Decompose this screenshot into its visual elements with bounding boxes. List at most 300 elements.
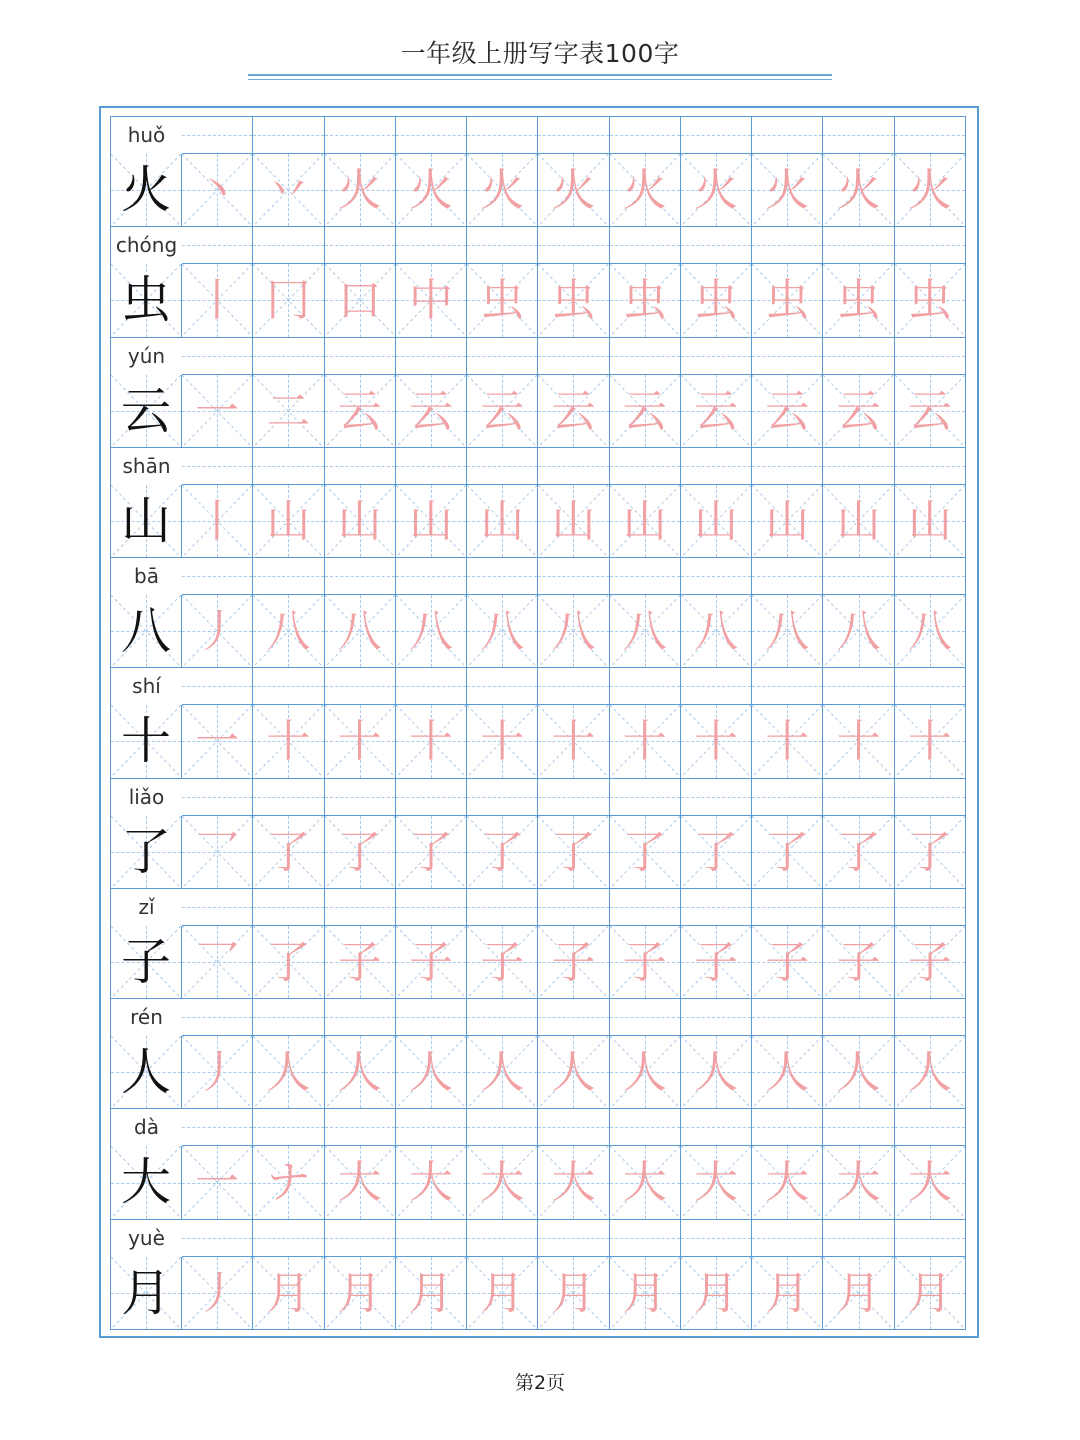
trace-character: 山 (765, 495, 810, 547)
tracing-cell (467, 926, 538, 999)
tracing-cell (325, 264, 396, 337)
tracing-cell (253, 154, 324, 227)
tracing-cell (182, 1146, 253, 1219)
guide-line (325, 1127, 395, 1128)
guide-line (467, 907, 537, 908)
model-character: 人 (121, 1043, 171, 1102)
tracing-cell (182, 926, 253, 999)
model-character: 八 (121, 602, 171, 661)
trace-character: 山 (408, 495, 453, 547)
tracing-cell (681, 1257, 752, 1330)
pinyin-writing-cell (823, 338, 894, 375)
tracing-cell (895, 154, 966, 227)
guide-line (467, 466, 537, 467)
trace-character: 山 (480, 495, 525, 547)
guide-line (325, 245, 395, 246)
trace-character: 人 (694, 1047, 739, 1099)
trace-character: 八 (480, 606, 525, 658)
guide-line (823, 1238, 893, 1239)
tracing-cell (610, 705, 681, 778)
pinyin-label-cell (111, 1220, 182, 1257)
guide-line (538, 576, 608, 577)
trace-character: 虫 (836, 275, 881, 327)
trace-character: 了 (266, 826, 311, 878)
tracing-cell (253, 485, 324, 558)
pinyin-writing-cell (895, 117, 966, 154)
character-band (111, 595, 967, 668)
trace-character: 八 (337, 606, 382, 658)
tracing-cell (823, 264, 894, 337)
trace-character: 月 (266, 1267, 311, 1319)
guide-line (895, 135, 965, 136)
trace-character: 八 (551, 606, 596, 658)
guide-line (396, 1017, 466, 1018)
pinyin-label-cell (111, 779, 182, 816)
model-character-cell (111, 375, 182, 448)
trace-character: 十 (480, 716, 525, 768)
pinyin-writing-cell (752, 117, 823, 154)
guide-line (752, 135, 822, 136)
pinyin-writing-cell (823, 999, 894, 1036)
tracing-cell (538, 1146, 609, 1219)
pinyin-writing-cell (681, 1109, 752, 1146)
tracing-cell (182, 154, 253, 227)
tracing-cell (752, 705, 823, 778)
guide-line (253, 907, 323, 908)
guide-line (895, 797, 965, 798)
practice-row (111, 117, 967, 227)
guide-line (253, 1017, 323, 1018)
practice-row (111, 227, 967, 337)
tracing-cell (538, 154, 609, 227)
model-character: 十 (121, 712, 171, 771)
tracing-cell (182, 816, 253, 889)
tracing-cell (253, 1257, 324, 1330)
pinyin-writing-cell (253, 117, 324, 154)
guide-line (538, 135, 608, 136)
model-character: 大 (121, 1153, 171, 1212)
guide-line (895, 245, 965, 246)
guide-line (752, 1017, 822, 1018)
guide-line (325, 466, 395, 467)
trace-character: 山 (266, 495, 311, 547)
tracing-cell (538, 1257, 609, 1330)
trace-character: 山 (836, 495, 881, 547)
pinyin-label-cell (111, 668, 182, 705)
guide-line (823, 1127, 893, 1128)
pinyin-writing-cell (895, 779, 966, 816)
tracing-cell (467, 1036, 538, 1109)
guide-line (610, 1127, 680, 1128)
pinyin-label-cell (111, 999, 182, 1036)
tracing-cell (182, 705, 253, 778)
model-character-cell (111, 1257, 182, 1330)
trace-character: 人 (408, 1047, 453, 1099)
tracing-cell (823, 705, 894, 778)
model-character-cell (111, 485, 182, 558)
trace-character: 人 (907, 1047, 952, 1099)
practice-row (111, 779, 967, 889)
trace-character: 虫 (622, 275, 667, 327)
tracing-cell (823, 154, 894, 227)
guide-line (895, 907, 965, 908)
tracing-cell (895, 816, 966, 889)
guide-line (610, 135, 680, 136)
pinyin-text: zǐ (111, 889, 182, 926)
trace-character: 子 (622, 936, 667, 988)
tracing-cell (467, 1257, 538, 1330)
pinyin-writing-cell (325, 448, 396, 485)
pinyin-writing-cell (538, 999, 609, 1036)
trace-character: 十 (836, 716, 881, 768)
trace-character: 山 (551, 495, 596, 547)
trace-character: 八 (266, 606, 311, 658)
pinyin-writing-cell (182, 889, 253, 926)
trace-character: 山 (907, 495, 952, 547)
guide-line (752, 245, 822, 246)
trace-character: 中 (408, 275, 453, 327)
practice-row (111, 1220, 967, 1330)
character-band (111, 485, 967, 558)
trace-character: 山 (622, 495, 667, 547)
guide-line (396, 797, 466, 798)
pinyin-writing-cell (610, 227, 681, 264)
model-character: 了 (121, 822, 171, 881)
tracing-cell (752, 1146, 823, 1219)
guide-line (467, 245, 537, 246)
pinyin-writing-cell (253, 999, 324, 1036)
tracing-cell (396, 1036, 467, 1109)
trace-character: 火 (694, 165, 739, 216)
guide-line (396, 686, 466, 687)
pinyin-text: shí (111, 668, 182, 705)
pinyin-writing-cell (467, 227, 538, 264)
pinyin-text: yuè (111, 1220, 182, 1257)
guide-line (325, 356, 395, 357)
guide-line (396, 576, 466, 577)
pinyin-writing-cell (182, 227, 253, 264)
tracing-cell (538, 1036, 609, 1109)
tracing-cell (752, 926, 823, 999)
pinyin-writing-cell (325, 227, 396, 264)
trace-character: 口 (337, 275, 382, 327)
guide-line (610, 1238, 680, 1239)
practice-row (111, 558, 967, 668)
tracing-cell (681, 705, 752, 778)
trace-character: 子 (836, 936, 881, 988)
pinyin-writing-cell (681, 999, 752, 1036)
pinyin-text: rén (111, 999, 182, 1036)
trace-character: 丨 (195, 495, 240, 547)
trace-character: 月 (836, 1267, 881, 1319)
guide-line (681, 466, 751, 467)
guide-line (752, 466, 822, 467)
tracing-cell (895, 375, 966, 448)
guide-line (396, 356, 466, 357)
trace-character: 了 (907, 826, 952, 878)
pinyin-writing-cell (396, 999, 467, 1036)
practice-row (111, 889, 967, 999)
tracing-cell (823, 1036, 894, 1109)
character-band (111, 926, 967, 999)
guide-line (895, 356, 965, 357)
trace-character: 人 (551, 1047, 596, 1099)
tracing-cell (610, 1257, 681, 1330)
trace-character: 大 (408, 1157, 453, 1209)
guide-line (681, 907, 751, 908)
pinyin-writing-cell (253, 338, 324, 375)
tracing-cell (752, 264, 823, 337)
guide-line (253, 466, 323, 467)
tracing-cell (681, 595, 752, 668)
trace-character: 月 (694, 1267, 739, 1319)
trace-character: 十 (907, 716, 952, 768)
trace-character: 一 (195, 716, 240, 768)
trace-character: 虫 (907, 275, 952, 327)
tracing-cell (182, 1036, 253, 1109)
trace-character: 火 (907, 165, 952, 216)
pinyin-writing-cell (538, 779, 609, 816)
pinyin-writing-cell (467, 889, 538, 926)
guide-line (752, 907, 822, 908)
pinyin-writing-cell (752, 1220, 823, 1257)
tracing-cell (538, 816, 609, 889)
trace-character: 子 (907, 936, 952, 988)
guide-line (610, 907, 680, 908)
tracing-cell (610, 816, 681, 889)
model-character-cell (111, 1146, 182, 1219)
title-underline (248, 74, 832, 76)
pinyin-band (111, 999, 967, 1036)
pinyin-writing-cell (681, 448, 752, 485)
pinyin-writing-cell (325, 779, 396, 816)
model-character: 火 (121, 161, 171, 219)
trace-character: 人 (836, 1047, 881, 1099)
guide-line (538, 1238, 608, 1239)
tracing-cell (823, 485, 894, 558)
tracing-cell (538, 264, 609, 337)
pinyin-writing-cell (681, 779, 752, 816)
tracing-cell (681, 1146, 752, 1219)
pinyin-label-cell (111, 338, 182, 375)
character-band (111, 1257, 967, 1330)
guide-line (823, 466, 893, 467)
pinyin-writing-cell (396, 338, 467, 375)
character-band (111, 1036, 967, 1109)
pinyin-band (111, 117, 967, 154)
pinyin-writing-cell (396, 889, 467, 926)
guide-line (538, 1127, 608, 1128)
trace-character: 八 (836, 606, 881, 658)
pinyin-writing-cell (467, 117, 538, 154)
trace-character: 虫 (694, 275, 739, 327)
guide-line (182, 1017, 252, 1018)
trace-character: 云 (836, 385, 881, 437)
guide-line (182, 797, 252, 798)
guide-line (895, 686, 965, 687)
guide-line (467, 1238, 537, 1239)
pinyin-writing-cell (325, 338, 396, 375)
guide-line (610, 245, 680, 246)
pinyin-writing-cell (538, 1220, 609, 1257)
guide-line (610, 686, 680, 687)
pinyin-label-cell (111, 1109, 182, 1146)
trace-character: 云 (337, 385, 382, 437)
tracing-cell (325, 375, 396, 448)
guide-line (823, 356, 893, 357)
guide-line (823, 797, 893, 798)
tracing-cell (253, 926, 324, 999)
pinyin-label-cell (111, 448, 182, 485)
pinyin-writing-cell (467, 1220, 538, 1257)
pinyin-writing-cell (681, 889, 752, 926)
guide-line (467, 686, 537, 687)
tracing-cell (325, 1036, 396, 1109)
trace-character: 大 (622, 1157, 667, 1209)
guide-line (752, 797, 822, 798)
trace-character: 子 (480, 936, 525, 988)
model-character: 云 (121, 381, 171, 440)
pinyin-writing-cell (182, 779, 253, 816)
pinyin-writing-cell (538, 1109, 609, 1146)
guide-line (610, 1017, 680, 1018)
trace-character: 云 (480, 385, 525, 437)
pinyin-writing-cell (538, 448, 609, 485)
tracing-cell (253, 816, 324, 889)
character-band (111, 264, 967, 337)
tracing-cell (396, 816, 467, 889)
pinyin-writing-cell (823, 558, 894, 595)
tracing-cell (752, 595, 823, 668)
guide-line (538, 797, 608, 798)
writing-grid (110, 116, 966, 1330)
tracing-cell (182, 264, 253, 337)
character-band (111, 1146, 967, 1219)
trace-character: 十 (765, 716, 810, 768)
guide-line (752, 1238, 822, 1239)
guide-line (895, 1017, 965, 1018)
tracing-cell (752, 1036, 823, 1109)
guide-line (823, 576, 893, 577)
guide-line (895, 1238, 965, 1239)
guide-line (325, 797, 395, 798)
trace-character: 月 (337, 1267, 382, 1319)
tracing-cell (895, 926, 966, 999)
guide-line (467, 1127, 537, 1128)
guide-line (610, 466, 680, 467)
trace-character: 云 (765, 385, 810, 437)
pinyin-writing-cell (182, 117, 253, 154)
tracing-cell (895, 595, 966, 668)
pinyin-writing-cell (396, 227, 467, 264)
pinyin-writing-cell (752, 1109, 823, 1146)
pinyin-writing-cell (681, 1220, 752, 1257)
guide-line (253, 576, 323, 577)
model-character: 子 (121, 932, 171, 991)
guide-line (681, 797, 751, 798)
tracing-cell (752, 154, 823, 227)
character-band (111, 375, 967, 448)
pinyin-writing-cell (182, 448, 253, 485)
tracing-cell (538, 595, 609, 668)
pinyin-label-cell (111, 227, 182, 264)
pinyin-band (111, 889, 967, 926)
trace-character: 十 (551, 716, 596, 768)
model-character-cell (111, 926, 182, 999)
tracing-cell (396, 1257, 467, 1330)
tracing-cell (823, 1257, 894, 1330)
guide-line (325, 576, 395, 577)
tracing-cell (681, 264, 752, 337)
guide-line (253, 686, 323, 687)
guide-line (538, 907, 608, 908)
guide-line (467, 797, 537, 798)
trace-character: 子 (337, 936, 382, 988)
tracing-cell (325, 926, 396, 999)
tracing-cell (681, 926, 752, 999)
trace-character: 十 (337, 716, 382, 768)
practice-row (111, 668, 967, 778)
trace-character: 云 (408, 385, 453, 437)
pinyin-writing-cell (253, 227, 324, 264)
trace-character: 二 (266, 385, 311, 437)
guide-line (325, 1017, 395, 1018)
trace-character: 月 (907, 1267, 952, 1319)
tracing-cell (895, 264, 966, 337)
trace-character: 了 (622, 826, 667, 878)
pinyin-writing-cell (681, 227, 752, 264)
trace-character: 丿 (195, 1047, 240, 1099)
tracing-cell (467, 705, 538, 778)
guide-line (325, 686, 395, 687)
pinyin-writing-cell (823, 668, 894, 705)
guide-line (325, 907, 395, 908)
pinyin-writing-cell (325, 1109, 396, 1146)
pinyin-writing-cell (823, 448, 894, 485)
guide-line (752, 686, 822, 687)
tracing-cell (467, 375, 538, 448)
practice-row (111, 1109, 967, 1219)
tracing-cell (895, 1036, 966, 1109)
tracing-cell (681, 154, 752, 227)
trace-character: 冂 (266, 275, 311, 327)
pinyin-text: chóng (111, 227, 182, 264)
guide-line (823, 907, 893, 908)
pinyin-band (111, 338, 967, 375)
pinyin-writing-cell (396, 779, 467, 816)
tracing-cell (467, 1146, 538, 1219)
pinyin-writing-cell (895, 227, 966, 264)
practice-row (111, 999, 967, 1109)
pinyin-writing-cell (182, 338, 253, 375)
tracing-cell (610, 154, 681, 227)
trace-character: 火 (622, 165, 667, 216)
pinyin-text: liǎo (111, 779, 182, 816)
trace-character: 云 (694, 385, 739, 437)
guide-line (182, 466, 252, 467)
tracing-cell (538, 926, 609, 999)
pinyin-text: huǒ (111, 117, 182, 154)
pinyin-writing-cell (752, 999, 823, 1036)
tracing-cell (610, 926, 681, 999)
guide-line (467, 356, 537, 357)
tracing-cell (325, 816, 396, 889)
pinyin-writing-cell (182, 668, 253, 705)
pinyin-writing-cell (396, 558, 467, 595)
page-title: 一年级上册写字表100字 (400, 39, 680, 68)
guide-line (253, 245, 323, 246)
tracing-cell (325, 154, 396, 227)
